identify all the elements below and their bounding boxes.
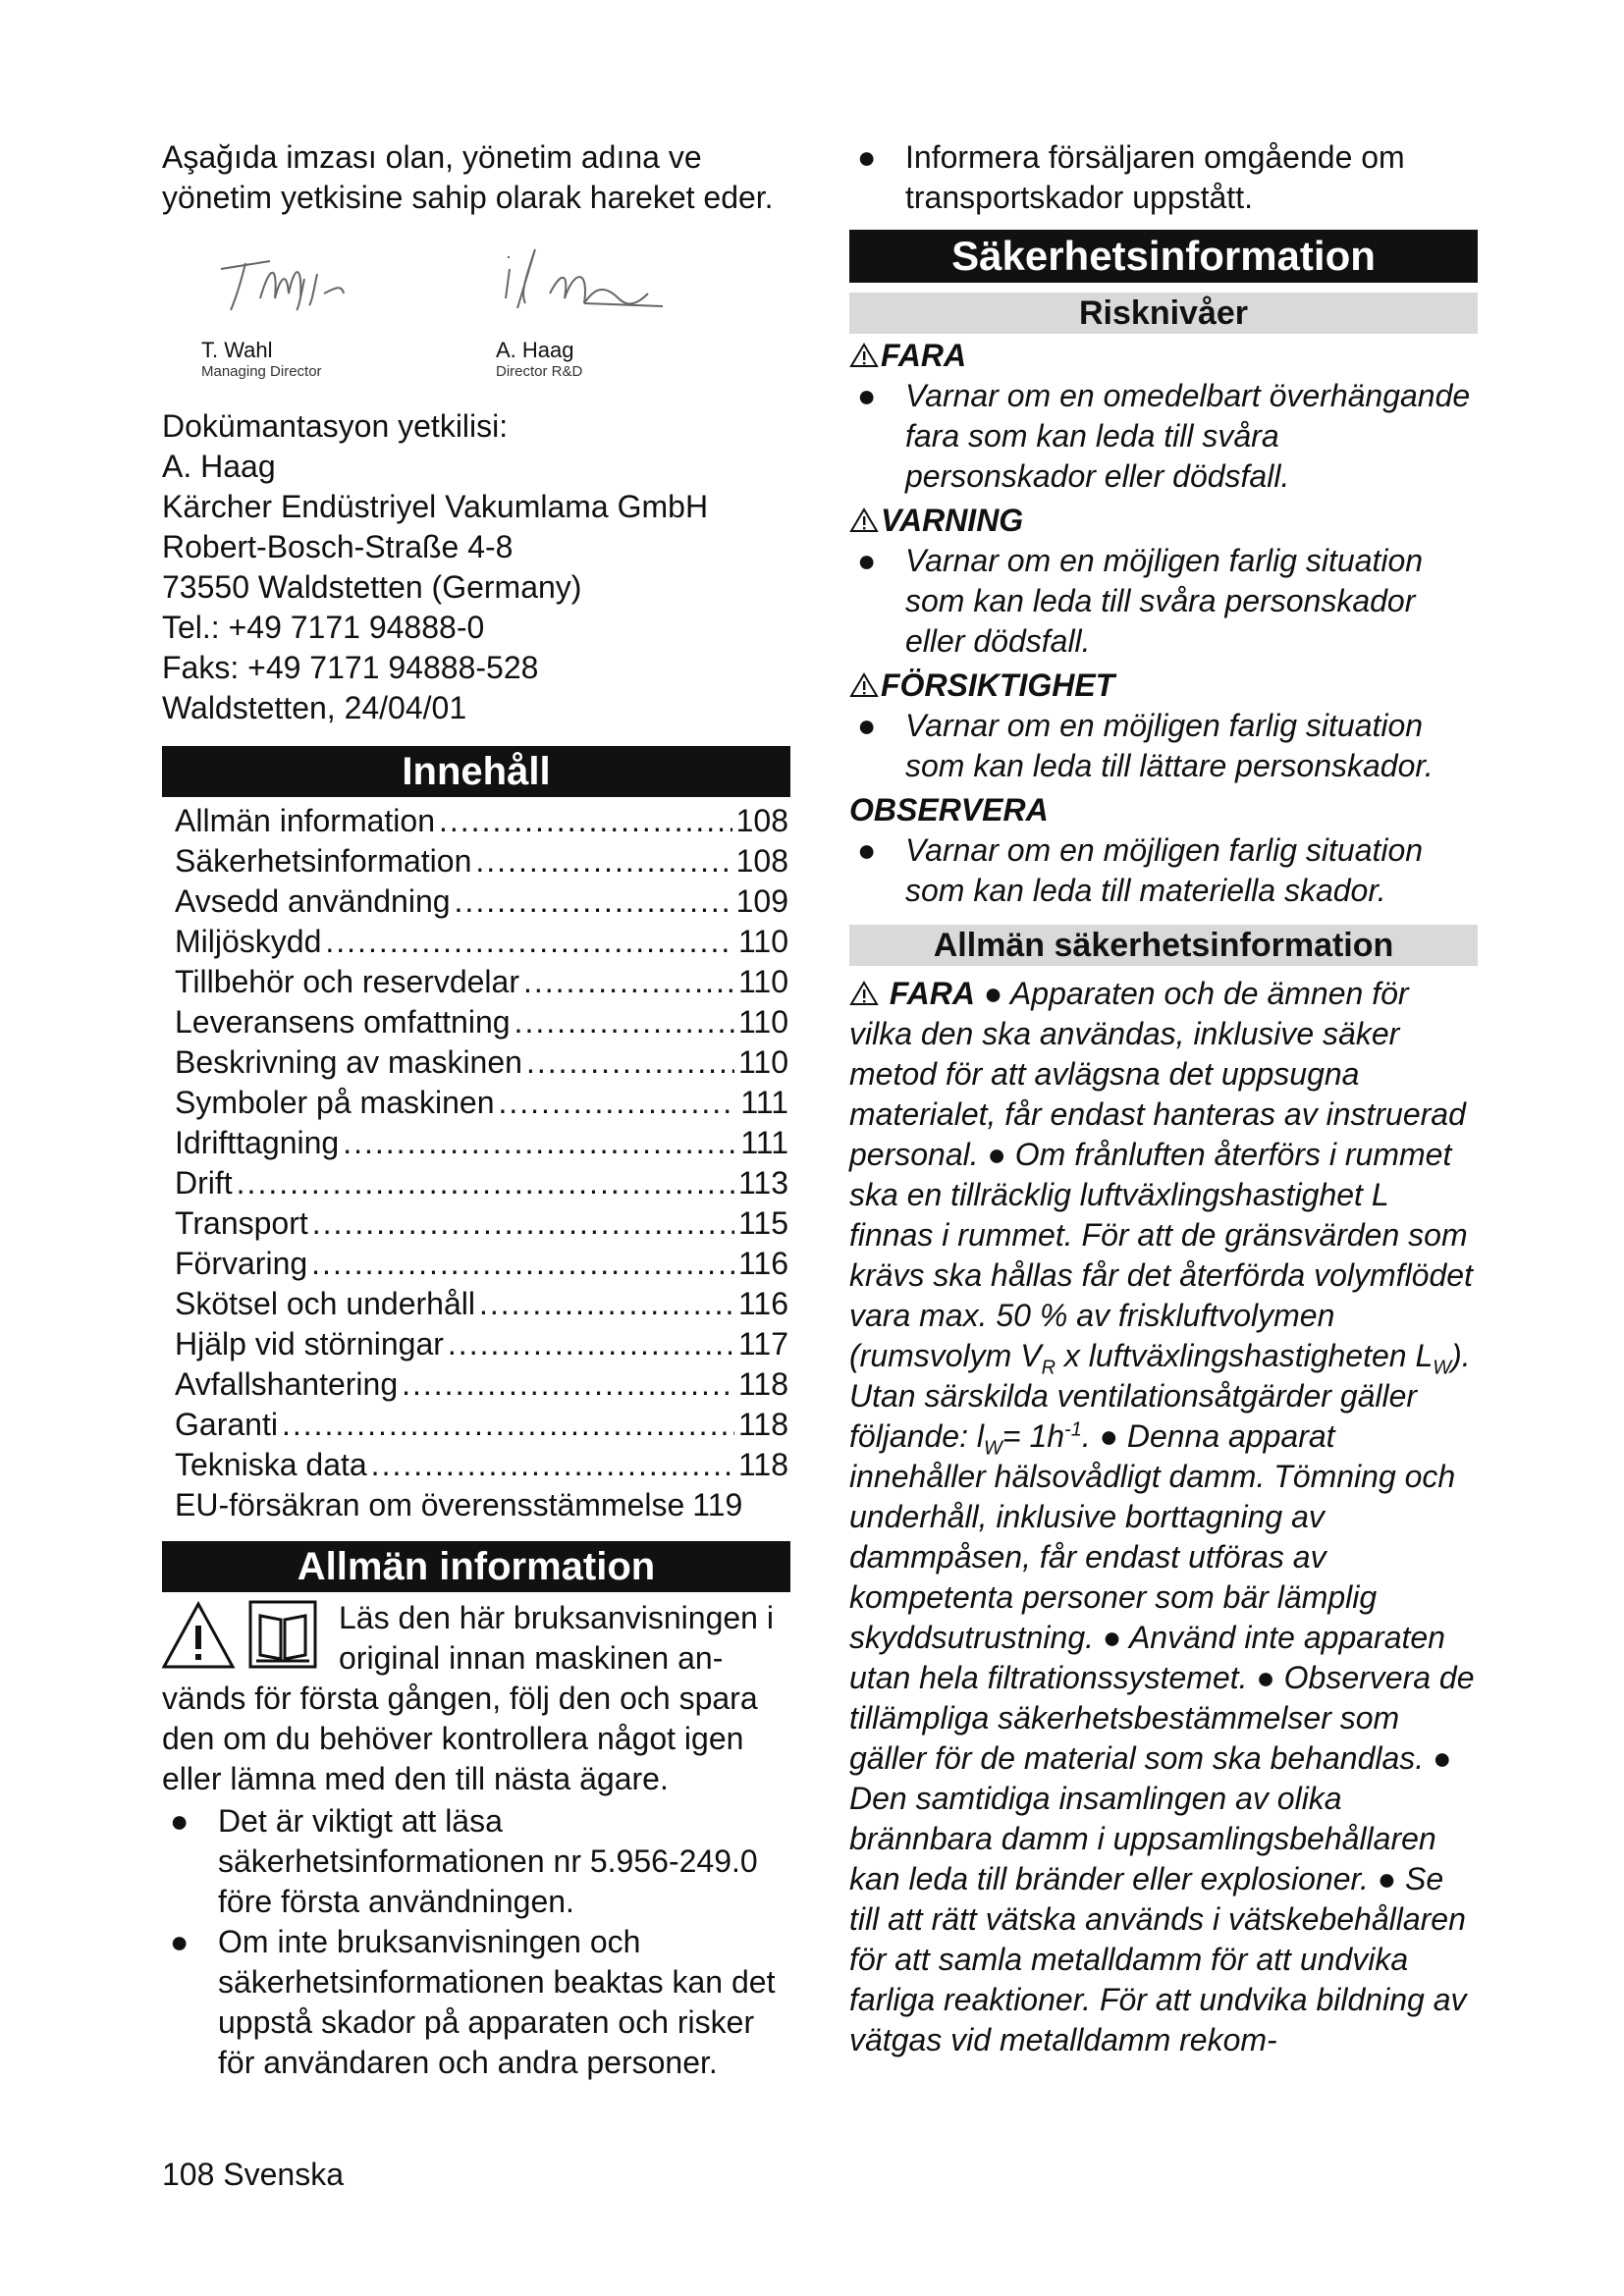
toc-title: Drift <box>175 1165 233 1201</box>
bullet-text: Varnar om en möjligen farlig situation som kan leda till materiella skador. <box>905 832 1424 908</box>
toc-page: 109 <box>735 883 788 919</box>
address-line: Dokümantasyon yetkilisi: <box>162 408 509 444</box>
list-item: ● Varnar om en möjligen farlig situation som kan leda till materiella skador. <box>857 832 1424 908</box>
toc-page: 118 <box>737 1407 788 1442</box>
toc-title: Skötsel och underhåll <box>175 1286 475 1321</box>
warning-icon <box>849 507 879 533</box>
toc-title: Tillbehör och reservdelar <box>175 964 519 999</box>
general-safety-text: FARA ● Apparaten och de ämnen för vilka den ska användas, inklusive säker metod för att avlägsna det uppsugna materialet, får endast hanteras av instruerad personal. ● Om frånluften återförs i rummet ska en tillräcklig luftväxlingshastighet L finnas i rummet. För att de gränsvärden som krävs ska hållas får det återförda volymflödet vara max. 50 % av friskluftvolymen (rumsvolym $V_R$ x luftväxlingshastigheten $L_W$). Utan särskilda ventilationsåtgärder gäller följande: $l_W= 1h^{-1}$. ● Denna apparat innehåller hälsovådligt damm. Tömning och underhåll, inklusive borttagning av dammpåsen, får endast utföras av kompetenta personer som bär lämplig skyddsutrustning. ● Använd inte apparaten utan hela filtrationssystemet. ● Observera de tillämpliga säkerhetsbestämmelser som gäller för de material som ska behandlas. ● Den samtidiga insamlingen av olika brännbara damm i uppsamlingsbehållaren kan leda till bränder eller explosioner. ● Se till att rätt vätska används i vätskebehållaren för att samla metalldamm för att undvika farliga reaktioner. För att undvika bildning av vätgas vid metalldamm rekom- <box>849 976 1475 2057</box>
address-line: Waldstetten, 24/04/01 <box>162 690 467 725</box>
general-info-intro <box>162 1598 790 1799</box>
general-safety-heading: Allmän säkerhetsinformation <box>849 925 1478 966</box>
toc-title: Tekniska data <box>175 1447 367 1482</box>
signature-haag-image <box>496 240 682 328</box>
signature-role: Managing Director <box>201 363 322 380</box>
list-item: ● Om inte bruksanvisningen och säkerhetsinformationen beaktas kan det uppstå skador på apparaten och risker för användaren och andra personer. <box>170 1924 776 2080</box>
toc-row[interactable] <box>162 1284 790 1324</box>
toc-page: 110 <box>737 1044 788 1080</box>
address-line: Kärcher Endüstriyel Vakumlama GmbH <box>162 489 709 524</box>
toc-row[interactable] <box>162 1405 790 1445</box>
signature-name: T. Wahl <box>201 338 273 362</box>
toc-row[interactable] <box>162 1083 790 1123</box>
bullet-text: Varnar om en möjligen farlig situation som kan leda till svåra personskador eller dödsfall. <box>905 543 1424 659</box>
toc-row[interactable] <box>162 841 790 881</box>
toc-title: Transport <box>175 1205 308 1241</box>
list-item: ● Informera försäljaren omgående om transportskador uppstått. <box>857 139 1405 215</box>
signature-role: Director R&D <box>496 363 583 380</box>
toc-heading: Innehåll <box>162 746 790 797</box>
general-bullet-list <box>162 1801 790 2083</box>
risk-label: OBSERVERA <box>849 792 1049 828</box>
toc-row[interactable] <box>162 1324 790 1364</box>
toc-row[interactable] <box>162 922 790 962</box>
toc-page: 108 <box>735 803 788 838</box>
address-line: Faks: +49 7171 94888-528 <box>162 650 539 685</box>
toc-title: Garanti <box>175 1407 278 1442</box>
toc-page: 116 <box>737 1286 788 1321</box>
address-block <box>162 406 790 728</box>
bullet-text: Informera försäljaren omgående om transportskador uppstått. <box>905 139 1405 215</box>
signature-wahl <box>201 338 322 381</box>
toc-page: 110 <box>737 1004 788 1040</box>
bullet-text: Varnar om en omedelbart överhängande fara som kan leda till svåra personskador eller dödsfall. <box>905 378 1471 494</box>
toc-page: 110 <box>737 924 788 959</box>
address-line: Tel.: +49 7171 94888-0 <box>162 610 485 645</box>
toc-title: Idrifttagning <box>175 1125 340 1160</box>
left-column <box>162 137 790 2083</box>
risk-levels-heading: Risknivåer <box>849 293 1478 334</box>
address-line: 73550 Waldstetten (Germany) <box>162 569 582 605</box>
toc-page: 115 <box>737 1205 788 1241</box>
safety-heading: Säkerhetsinformation <box>849 230 1478 283</box>
toc-row[interactable] <box>162 1163 790 1203</box>
risk-levels <box>849 336 1478 911</box>
toc-row[interactable] <box>162 881 790 922</box>
toc-row[interactable] <box>162 962 790 1002</box>
toc-row[interactable] <box>162 1002 790 1042</box>
toc-row[interactable] <box>162 1364 790 1405</box>
warning-icon <box>849 343 879 368</box>
toc-title: Allmän information <box>175 803 435 838</box>
signature-name: A. Haag <box>496 338 574 362</box>
signature-haag <box>496 338 582 381</box>
toc-page: 118 <box>737 1447 788 1482</box>
signature-wahl-image <box>201 240 378 318</box>
toc-title: EU-försäkran om överensstämmelse <box>175 1487 685 1522</box>
toc-title: Miljöskydd <box>175 924 322 959</box>
general-intro-text: vänds för första gången, följ den och spara den om du behöver kontrollera något igen eller lämna med den till nästa ägare. <box>162 1681 758 1796</box>
toc-row[interactable] <box>162 1203 790 1244</box>
bullet-text: Det är viktigt att läsa säkerhetsinformationen nr 5.956-249.0 före första användningen. <box>218 1803 758 1919</box>
table-of-contents <box>162 801 790 1525</box>
toc-title: Hjälp vid störningar <box>175 1326 444 1362</box>
list-item: ● Varnar om en möjligen farlig situation som kan leda till lättare personskador. <box>857 708 1434 783</box>
general-info-heading: Allmän information <box>162 1541 790 1592</box>
toc-title: Symboler på maskinen <box>175 1085 495 1120</box>
toc-title: Avfallshantering <box>175 1366 399 1402</box>
toc-page: 116 <box>737 1246 788 1281</box>
toc-page: 117 <box>737 1326 788 1362</box>
address-line: Robert-Bosch-Straße 4-8 <box>162 529 514 564</box>
toc-row[interactable] <box>162 1445 790 1485</box>
toc-title: Beskrivning av maskinen <box>175 1044 522 1080</box>
signature-block <box>162 240 790 406</box>
toc-page: 108 <box>735 843 788 879</box>
address-line: A. Haag <box>162 449 276 484</box>
toc-row[interactable] <box>162 1042 790 1083</box>
list-item: ● Det är viktigt att läsa säkerhetsinformationen nr 5.956-249.0 före första användningen. <box>170 1803 758 1919</box>
toc-page: 111 <box>740 1085 788 1120</box>
warning-icon <box>162 1600 236 1676</box>
toc-title: Leveransens omfattning <box>175 1004 511 1040</box>
risk-label: FÖRSIKTIGHET <box>849 666 1478 706</box>
toc-page: 110 <box>737 964 788 999</box>
toc-row[interactable] <box>162 1123 790 1163</box>
risk-label: VARNING <box>849 501 1478 541</box>
toc-page: 113 <box>737 1165 788 1201</box>
toc-row[interactable] <box>162 1244 790 1284</box>
general-intro-line: original innan maskinen an- <box>339 1640 724 1676</box>
toc-page: 111 <box>740 1125 788 1160</box>
intro-text: Aşağıda imzası olan, yönetim adına ve yönetim yetkisine sahip olarak hareket eder. <box>162 139 774 215</box>
bullet-text: Varnar om en möjligen farlig situation som kan leda till lättare personskador. <box>905 708 1434 783</box>
toc-page: 118 <box>737 1366 788 1402</box>
page-footer: 108 Svenska <box>162 2157 345 2192</box>
toc-title: Avsedd användning <box>175 883 451 919</box>
warning-icon <box>849 672 879 698</box>
right-column <box>849 137 1478 2060</box>
toc-page: 119 <box>692 1487 743 1522</box>
manual-book-icon <box>248 1600 317 1674</box>
bullet-text: Om inte bruksanvisningen och säkerhetsinformationen beaktas kan det uppstå skador på apparaten och risker för användaren och andra personer. <box>218 1924 776 2080</box>
warning-icon <box>849 981 879 1006</box>
toc-row[interactable] <box>162 801 790 841</box>
list-item: ● Varnar om en omedelbart överhängande fara som kan leda till svåra personskador eller dödsfall. <box>857 378 1471 494</box>
general-intro-line: Läs den här bruksanvisningen i <box>339 1600 774 1635</box>
risk-label: FARA <box>849 336 1478 376</box>
toc-row[interactable] <box>162 1485 790 1525</box>
toc-title: Säkerhetsinformation <box>175 843 472 879</box>
toc-title: Förvaring <box>175 1246 308 1281</box>
list-item: ● Varnar om en möjligen farlig situation som kan leda till svåra personskador eller dödsfall. <box>857 543 1424 659</box>
